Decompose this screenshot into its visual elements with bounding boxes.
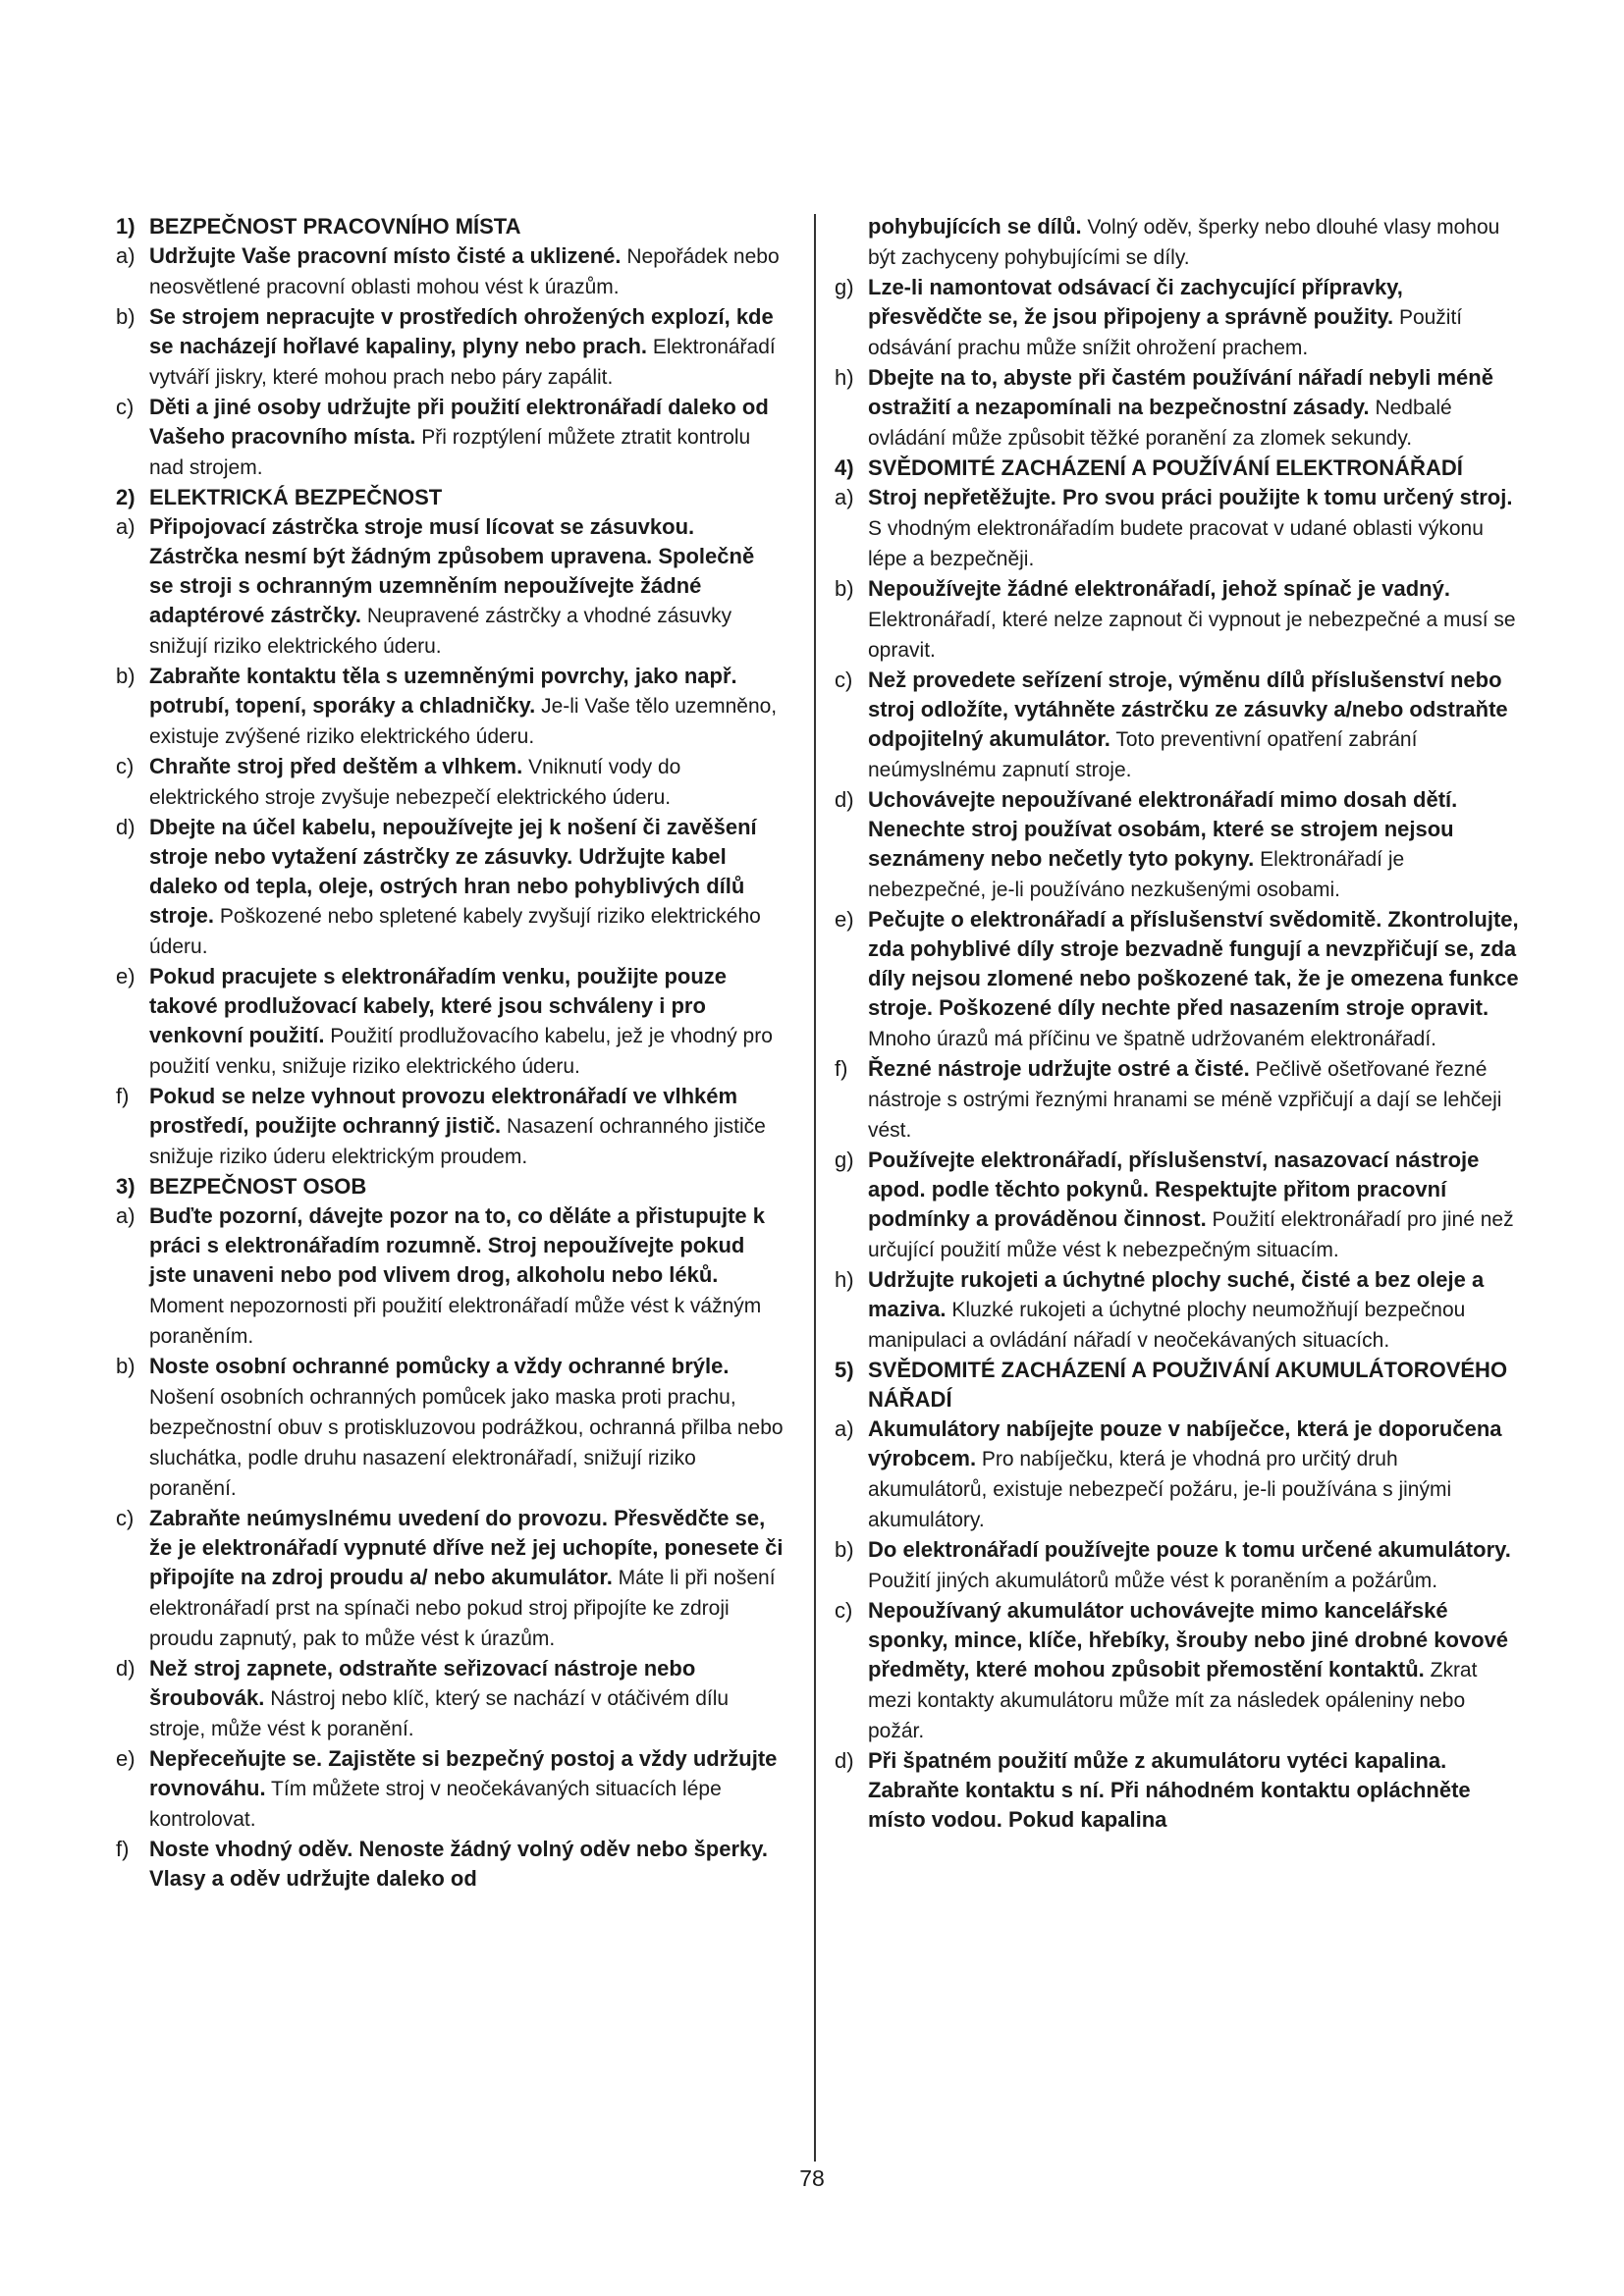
item-bold-text: Pokud pracujete s elektronářadím venku, použijte pouze takové prodlužovací kabely, které jsou schváleny i pro venkovní použití.	[149, 964, 728, 1047]
item-label: d)	[116, 815, 135, 839]
list-item	[835, 666, 1522, 785]
item-label: a)	[835, 1416, 854, 1441]
item-bold-text: pohybujících se dílů.	[868, 214, 1082, 239]
item-normal-text: Neupravené zástrčky a vhodné zásuvky snižují riziko elektrického úderu.	[149, 605, 732, 658]
section-3	[116, 1172, 784, 1895]
section-2	[116, 483, 784, 1172]
section-1	[116, 212, 784, 483]
item-bold-text: Dbejte na to, abyste při častém používání nářadí nebyli méně ostražití a nezapomínali na bezpečnostní zásady.	[868, 365, 1493, 419]
item-normal-text: Nepořádek nebo neosvětlené pracovní oblasti mohou vést k úrazům.	[149, 245, 780, 298]
list-item	[116, 393, 784, 483]
item-normal-text: Pečlivě ošetřované řezné nástroje s ostrými řeznými hranami se méně vzpřičují a dají se lehčeji vést.	[868, 1058, 1502, 1142]
item-bold-text: Zabraňte kontaktu těla s uzemněnými povrchy, jako např. potrubí, topení, sporáky a chladničky.	[149, 664, 737, 718]
item-text	[149, 662, 784, 752]
section-number: 3)	[116, 1174, 135, 1199]
item-text	[868, 1596, 1522, 1746]
item-label: g)	[835, 1148, 854, 1172]
item-text	[149, 1082, 784, 1172]
item-bold-text: Dbejte na účel kabelu, nepoužívejte jej k nošení či zavěšení stroje nebo vytažení zástrčky ze zásuvky. Udržujte kabel daleko od tepla, oleje, ostrých hran nebo pohyblivých dílů stroje.	[149, 815, 757, 928]
item-bold-text: Nepoužívaný akumulátor uchovávejte mimo kancelářské sponky, mince, klíče, hřebíky, šrouby nebo jiné drobné kovové předměty, které mohou způsobit přemostění kontaktů.	[868, 1598, 1509, 1682]
item-label: e)	[835, 907, 854, 932]
item-label: a)	[835, 485, 854, 509]
item-normal-text: Máte li při nošení elektronářadí prst na spínači nebo pokud stroj připojíte ke zdroji proudu zapnutý, pak to může vést k úrazům.	[149, 1567, 776, 1650]
item-normal-text: Poškozené nebo spletené kabely zvyšují riziko elektrického úderu.	[149, 905, 761, 958]
list-item	[116, 1352, 784, 1504]
item-bold-text: Akumulátory nabíjejte pouze v nabíječce, která je doporučena výrobcem.	[868, 1416, 1502, 1470]
section-heading	[835, 1356, 1522, 1415]
continued-item-text	[835, 212, 1522, 273]
item-normal-text: Použití odsávání prachu může snížit ohrožení prachem.	[868, 306, 1463, 359]
item-bold-text: Do elektronářadí používejte pouze k tomu určené akumulátory.	[868, 1537, 1511, 1562]
item-text	[149, 393, 784, 483]
section-title: BEZPEČNOST PRACOVNÍHO MÍSTA	[149, 214, 521, 239]
item-bold-text: Při špatném použití může z akumulátoru vytéci kapalina. Zabraňte kontaktu s ní. Při náhodném kontaktu opláchněte místo vodou. Pokud kapalina	[868, 1748, 1471, 1832]
item-label: d)	[835, 1748, 854, 1773]
item-normal-text: Mnoho úrazů má příčinu ve špatně udržovaném elektronářadí.	[868, 1028, 1436, 1050]
item-text	[868, 1146, 1522, 1265]
column-divider	[814, 214, 816, 2162]
item-text	[868, 666, 1522, 785]
item-normal-text: Kluzké rukojeti a úchytné plochy neumožňují bezpečnou manipulaci a ovládání nářadí v neočekávaných situacích.	[868, 1299, 1466, 1352]
item-normal-text: S vhodným elektronářadím budete pracovat v udané oblasti výkonu lépe a bezpečněji.	[868, 517, 1484, 570]
list-item	[116, 1201, 784, 1352]
list-item	[116, 1082, 784, 1172]
section-heading	[835, 454, 1522, 483]
list-item	[116, 512, 784, 662]
item-text	[868, 1265, 1522, 1356]
item-label: d)	[835, 787, 854, 812]
item-text	[868, 483, 1522, 574]
item-label: f)	[835, 1056, 848, 1081]
list-item	[835, 483, 1522, 574]
item-label: d)	[116, 1656, 135, 1681]
item-text	[149, 1654, 784, 1744]
item-normal-text: Použití prodlužovacího kabelu, jež je vhodný pro použití venku, snižuje riziko elektrického úderu.	[149, 1025, 773, 1078]
item-bold-text: Stroj nepřetěžujte. Pro svou práci použijte k tomu určený stroj.	[868, 485, 1513, 509]
item-normal-text: Elektronářadí, které nelze zapnout či vypnout je nebezpečné a musí se opravit.	[868, 609, 1516, 662]
item-normal-text: Toto preventivní opatření zabrání neúmyslnému zapnutí stroje.	[868, 728, 1418, 781]
item-text	[868, 905, 1522, 1054]
item-text	[868, 1054, 1522, 1146]
list-item	[116, 1654, 784, 1744]
item-bold-text: Udržujte Vaše pracovní místo čisté a uklizené.	[149, 243, 622, 268]
item-bold-text: Děti a jiné osoby udržujte při použití elektronářadí daleko od Vašeho pracovního místa.	[149, 395, 769, 449]
item-text	[149, 962, 784, 1082]
section-number: 2)	[116, 485, 135, 509]
list-item	[116, 813, 784, 962]
item-bold-text: Noste vhodný oděv. Nenoste žádný volný oděv nebo šperky. Vlasy a oděv udržujte daleko od	[149, 1837, 768, 1891]
list-item	[116, 1744, 784, 1835]
item-normal-text: Je-li Vaše tělo uzemněno, existuje zvýšené riziko elektrického úderu.	[149, 695, 778, 748]
item-label: b)	[835, 1537, 854, 1562]
item-normal-text: Moment nepozornosti při použití elektronářadí může vést k vážným poraněním.	[149, 1295, 762, 1348]
item-bold-text: Chraňte stroj před deštěm a vlhkem.	[149, 754, 523, 778]
section-number: 5)	[835, 1358, 854, 1382]
section-4	[835, 454, 1522, 1356]
item-normal-text: Volný oděv, šperky nebo dlouhé vlasy mohou být zachyceny pohybujícími se díly.	[868, 216, 1500, 269]
item-text	[868, 1746, 1522, 1836]
item-label: e)	[116, 964, 135, 988]
item-normal-text: Pro nabíječku, která je vhodná pro určitý druh akumulátorů, existuje nebezpečí požáru, je-li používána s jinými akumulátory.	[868, 1448, 1452, 1531]
section-heading	[116, 212, 784, 241]
item-normal-text: Použití jiných akumulátorů může vést k poraněním a požárům.	[868, 1570, 1438, 1592]
item-bold-text: Pečujte o elektronářadí a příslušenství svědomitě. Zkontrolujte, zda pohyblivé díly stroje bezvadně fungují a nevzpřičují se, zda díly nejsou zlomené nebo poškozené tak, že je omezena funkce stroje. Poškozené díly nechte před nasazením stroje opravit.	[868, 907, 1519, 1020]
list-item	[835, 273, 1522, 363]
item-label: h)	[835, 1267, 854, 1292]
item-text	[149, 512, 784, 662]
item-bold-text: Buďte pozorní, dávejte pozor na to, co děláte a přistupujte k práci s elektronářadím rozumně. Stroj nepoužívejte pokud jste unaveni nebo pod vlivem drog, alkoholu nebo léků.	[149, 1203, 765, 1287]
list-item	[116, 1504, 784, 1654]
list-item	[116, 302, 784, 393]
list-item	[835, 1054, 1522, 1146]
section-title: ELEKTRICKÁ BEZPEČNOST	[149, 485, 443, 509]
item-label: f)	[116, 1837, 130, 1861]
section-number: 4)	[835, 455, 854, 480]
item-bold-text: Než provedete seřízení stroje, výměnu dílů příslušenství nebo stroj odložíte, vytáhněte zástrčku ze zásuvky a/nebo odstraňte odpojitelný akumulátor.	[868, 667, 1508, 751]
item-normal-text: Při rozptýlení můžete ztratit kontrolu nad strojem.	[149, 426, 751, 479]
list-item	[835, 1746, 1522, 1836]
item-text	[868, 1415, 1522, 1535]
item-text	[149, 302, 784, 393]
section-title: BEZPEČNOST OSOB	[149, 1174, 367, 1199]
item-normal-text: Nasazení ochranného jističe snižuje riziko úderu elektrickým proudem.	[149, 1115, 766, 1168]
item-text	[149, 1744, 784, 1835]
list-item	[116, 752, 784, 813]
item-text	[868, 574, 1522, 666]
list-item	[835, 1596, 1522, 1746]
item-bold-text: Udržujte rukojeti a úchytné plochy suché, čisté a bez oleje a maziva.	[868, 1267, 1485, 1321]
item-normal-text: Elektronářadí je nebezpečné, je-li používáno nezkušenými osobami.	[868, 848, 1405, 901]
item-label: c)	[835, 1598, 853, 1623]
item-normal-text: Vniknutí vody do elektrického stroje zvyšuje nebezpečí elektrického úderu.	[149, 756, 681, 809]
list-item	[835, 1415, 1522, 1535]
item-label: a)	[116, 1203, 135, 1228]
item-label: e)	[116, 1746, 135, 1771]
item-label: b)	[116, 1354, 135, 1378]
page-number: 78	[799, 2165, 825, 2191]
item-normal-text: Použití elektronářadí pro jiné než určující použití může vést k nebezpečným situacím.	[868, 1208, 1514, 1261]
list-item	[835, 785, 1522, 905]
item-bold-text: Nepřeceňujte se. Zajistěte si bezpečný postoj a vždy udržujte rovnováhu.	[149, 1746, 778, 1800]
item-label: b)	[835, 576, 854, 601]
item-label: c)	[116, 754, 135, 778]
list-item	[116, 662, 784, 752]
list-item	[835, 1535, 1522, 1596]
section-title: SVĚDOMITÉ ZACHÁZENÍ A POUŽIVÁNÍ AKUMULÁTOROVÉHO NÁŘADÍ	[868, 1358, 1508, 1412]
item-bold-text: Používejte elektronářadí, příslušenství, nasazovací nástroje apod. podle těchto pokynů. Respektujte přitom pracovní podmínky a prováděnou činnost.	[868, 1148, 1480, 1231]
item-normal-text: Elektronářadí vytváří jiskry, které mohou prach nebo páry zapálit.	[149, 336, 776, 389]
item-text	[149, 1835, 784, 1895]
list-item	[835, 363, 1522, 454]
section-heading	[116, 1172, 784, 1201]
item-text	[149, 1504, 784, 1654]
section-number: 1)	[116, 214, 135, 239]
section-title: SVĚDOMITÉ ZACHÁZENÍ A POUŽÍVÁNÍ ELEKTRONÁŘADÍ	[868, 455, 1463, 480]
item-bold-text: Uchovávejte nepoužívané elektronářadí mimo dosah dětí. Nenechte stroj používat osobám, které se strojem nejsou seznámeny nebo nečetly tyto pokyny.	[868, 787, 1458, 871]
item-label: c)	[116, 1506, 135, 1530]
item-text	[149, 1352, 784, 1504]
item-label: a)	[116, 514, 135, 539]
item-text	[868, 1535, 1522, 1596]
item-text	[149, 1201, 784, 1352]
item-label: g)	[835, 275, 854, 299]
section-5	[835, 1356, 1522, 1836]
item-bold-text: Lze-li namontovat odsávací či zachycující přípravky, přesvědčte se, že jsou připojeny a správně použity.	[868, 275, 1403, 329]
item-text	[149, 813, 784, 962]
item-bold-text: Nepoužívejte žádné elektronářadí, jehož spínač je vadný.	[868, 576, 1450, 601]
section-heading	[116, 483, 784, 512]
item-bold-text: Připojovací zástrčka stroje musí lícovat se zásuvkou. Zástrčka nesmí být žádným způsobem upravena. Společně se stroji s ochranným uzemněním nepoužívejte žádné adaptérové zástrčky.	[149, 514, 755, 627]
list-item	[835, 1265, 1522, 1356]
item-label: c)	[835, 667, 853, 692]
item-label: b)	[116, 304, 135, 329]
item-bold-text: Noste osobní ochranné pomůcky a vždy ochranné brýle.	[149, 1354, 730, 1378]
list-item	[116, 241, 784, 302]
item-text	[149, 241, 784, 302]
item-label: c)	[116, 395, 135, 419]
list-item	[116, 962, 784, 1082]
item-normal-text: Zkrat mezi kontakty akumulátoru může mít za následek opáleniny nebo požár.	[868, 1659, 1478, 1742]
item-normal-text: Nástroj nebo klíč, který se nachází v otáčivém dílu stroje, může vést k poranění.	[149, 1687, 730, 1740]
list-item	[835, 1146, 1522, 1265]
item-normal-text: Nošení osobních ochranných pomůcek jako maska proti prachu, bezpečnostní obuv s protiskluzovou podrážkou, ochranná přilba nebo sluchátka, podle druhu nasazení elektronářadí, snižují riziko poranění.	[149, 1386, 784, 1500]
right-column	[835, 212, 1522, 1836]
item-text	[868, 363, 1522, 454]
item-bold-text: Se strojem nepracujte v prostředích ohrožených explozí, kde se nacházejí hořlavé kapaliny, plyny nebo prach.	[149, 304, 774, 358]
item-label: h)	[835, 365, 854, 390]
item-bold-text: Než stroj zapnete, odstraňte seřizovací nástroje nebo šroubovák.	[149, 1656, 696, 1710]
item-bold-text: Pokud se nelze vyhnout provozu elektronářadí ve vlhkém prostředí, použijte ochranný jistič.	[149, 1084, 738, 1138]
item-bold-text: Řezné nástroje udržujte ostré a čisté.	[868, 1056, 1250, 1081]
item-normal-text: Nedbalé ovládání může způsobit těžké poranění za zlomek sekundy.	[868, 397, 1452, 450]
item-text	[149, 752, 784, 813]
item-label: f)	[116, 1084, 130, 1108]
list-item	[835, 905, 1522, 1054]
item-text	[868, 785, 1522, 905]
left-column	[116, 212, 784, 1895]
item-normal-text: Tím můžete stroj v neočekávaných situacích lépe kontrolovat.	[149, 1778, 722, 1831]
item-label: a)	[116, 243, 135, 268]
item-bold-text: Zabraňte neúmyslnému uvedení do provozu. Přesvědčte se, že je elektronářadí vypnuté dříve než jej uchopíte, ponesete či připojíte na zdroj proudu a/ nebo akumulátor.	[149, 1506, 784, 1589]
item-label: b)	[116, 664, 135, 688]
list-item	[116, 1835, 784, 1895]
list-item	[835, 574, 1522, 666]
item-text	[868, 273, 1522, 363]
